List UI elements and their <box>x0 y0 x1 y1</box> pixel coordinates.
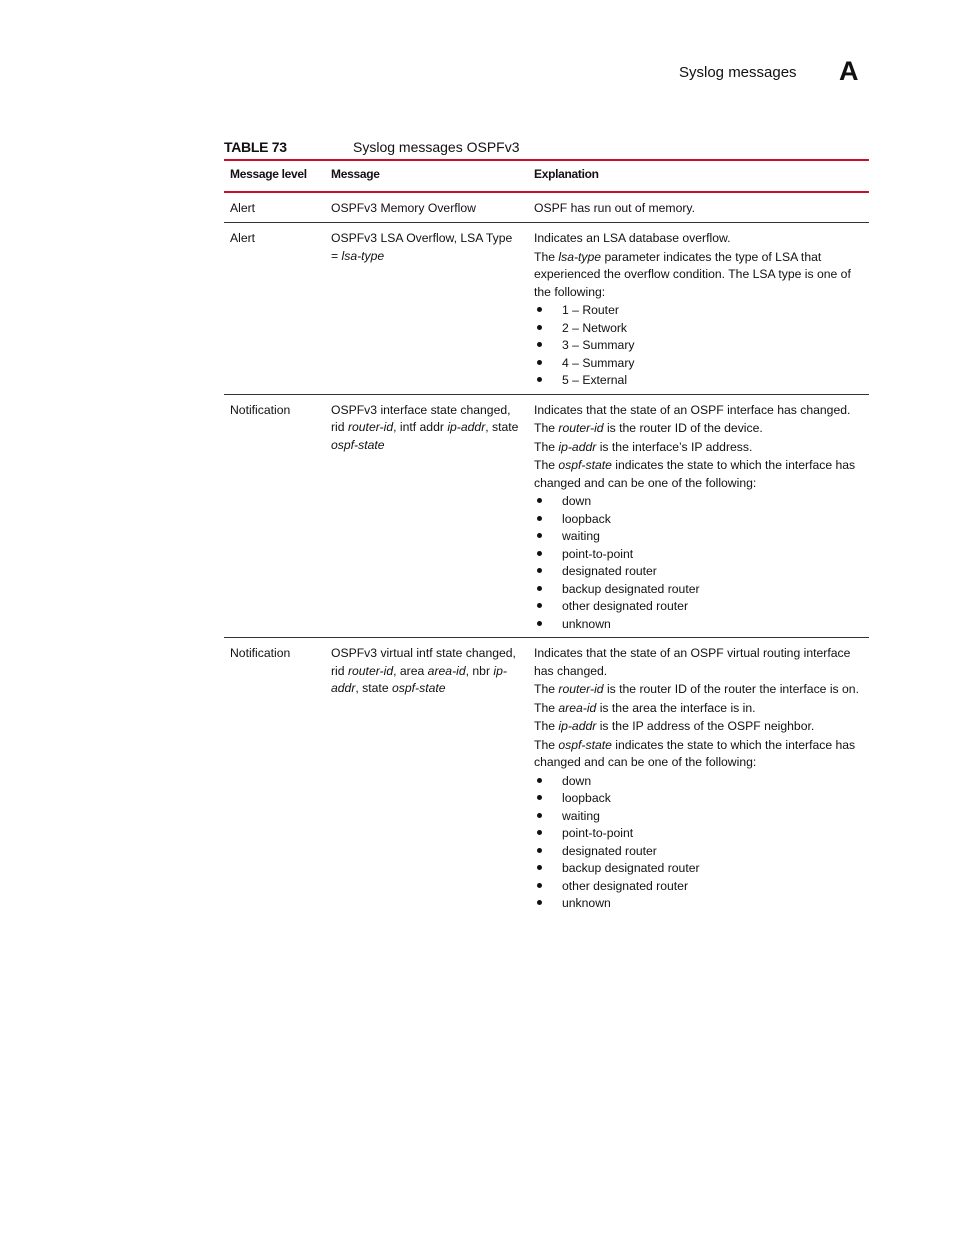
explanation-variable: ospf-state <box>558 458 612 472</box>
message-cell <box>325 394 528 638</box>
message-text: , nbr <box>465 663 494 678</box>
message-level-cell: Notification <box>230 646 291 660</box>
message-variable: router-id <box>347 663 394 678</box>
explanation-variable: router-id <box>558 682 604 696</box>
list-item: 4 – Summary <box>534 355 863 373</box>
explanation-text: The <box>534 458 559 472</box>
explanation-text: The <box>534 719 559 733</box>
appendix-letter: A <box>839 56 859 86</box>
list-item: 3 – Summary <box>534 337 863 355</box>
explanation-paragraph <box>534 249 863 302</box>
list-item: point-to-point <box>534 825 863 843</box>
message-level-cell: Notification <box>224 394 325 638</box>
explanation-cell <box>528 223 869 395</box>
explanation-text: Indicates that the state of an OSPF interface has changed. <box>534 402 851 417</box>
explanation-text: The <box>534 700 559 715</box>
list-item: loopback <box>534 790 863 808</box>
explanation-cell <box>528 192 869 223</box>
list-item: other designated router <box>534 598 863 616</box>
message-variable: ospf-state <box>331 437 385 452</box>
message-text: , state <box>355 681 392 695</box>
message-level-cell: Alert <box>224 192 325 223</box>
message-text: , area <box>393 663 428 678</box>
explanation-cell <box>528 638 869 917</box>
table-title: Syslog messages OSPFv3 <box>353 139 520 155</box>
explanation-text: is the area the interface is in. <box>596 700 756 715</box>
list-item: 2 – Network <box>534 320 863 338</box>
column-header-explanation: Explanation <box>528 160 869 192</box>
list-item: 5 – External <box>534 372 863 390</box>
table-row <box>224 223 869 395</box>
table-caption <box>224 139 869 159</box>
syslog-ospfv3-table <box>224 159 869 917</box>
explanation-text: indicates the state to which the interface has changed and can be one of the following: <box>534 737 856 769</box>
list-item: designated router <box>534 843 863 861</box>
explanation-text: Indicates that the state of an OSPF virtual routing interface has changed. <box>534 646 851 678</box>
explanation-text: is the IP address of the OSPF neighbor. <box>596 719 815 733</box>
table-row <box>224 638 869 917</box>
message-variable: ip-addr <box>447 420 486 434</box>
explanation-text: Indicates an LSA database overflow. <box>534 231 731 245</box>
explanation-text: OSPF has run out of memory. <box>534 200 695 215</box>
message-text: OSPFv3 interface state changed, rid <box>331 402 511 434</box>
explanation-paragraph <box>534 439 863 457</box>
list-item: other designated router <box>534 878 863 896</box>
list-item: waiting <box>534 808 863 826</box>
column-header-message-level: Message level <box>224 160 325 192</box>
list-item: waiting <box>534 528 863 546</box>
explanation-text: The <box>534 421 559 435</box>
explanation-text: The <box>534 682 559 696</box>
explanation-text: The <box>534 737 559 752</box>
list-item: point-to-point <box>534 546 863 564</box>
column-header-message: Message <box>325 160 528 192</box>
bullet-list <box>534 493 863 633</box>
message-text: OSPFv3 LSA Overflow, LSA Type = <box>331 231 513 263</box>
message-text: OSPFv3 virtual intf state changed, rid <box>331 646 516 678</box>
explanation-text: The <box>534 249 559 264</box>
explanation-paragraph <box>534 457 863 492</box>
message-variable: ospf-state <box>392 681 446 695</box>
message-text: , state <box>485 420 519 434</box>
explanation-cell <box>528 394 869 638</box>
bullet-list <box>534 773 863 913</box>
table-header-row <box>224 160 869 192</box>
explanation-variable: ip-addr <box>558 439 597 454</box>
list-item: backup designated router <box>534 860 863 878</box>
list-item: down <box>534 493 863 511</box>
explanation-text: indicates the state to which the interface has changed and can be one of the following: <box>534 458 856 490</box>
explanation-variable: lsa-type <box>558 249 602 264</box>
list-item: 1 – Router <box>534 302 863 320</box>
list-item: unknown <box>534 895 863 913</box>
explanation-paragraph <box>534 700 863 718</box>
explanation-text: is the interface’s IP address. <box>596 439 753 454</box>
table-row <box>224 192 869 223</box>
message-level-cell: Alert <box>224 223 325 395</box>
list-item: backup designated router <box>534 581 863 599</box>
message-variable: router-id <box>347 420 394 434</box>
explanation-paragraph <box>534 737 863 772</box>
table-number: TABLE 73 <box>224 139 287 155</box>
message-cell <box>325 223 528 395</box>
explanation-variable: area-id <box>558 700 597 715</box>
list-item: down <box>534 773 863 791</box>
message-text: OSPFv3 Memory Overflow <box>331 200 476 215</box>
explanation-variable: ospf-state <box>558 737 612 752</box>
explanation-paragraph <box>534 718 863 736</box>
explanation-variable: ip-addr <box>558 719 597 733</box>
explanation-text: is the router ID of the device. <box>603 421 763 435</box>
explanation-text: parameter indicates the type of LSA that experienced the overflow condition. The LSA type is one of the following: <box>534 249 851 299</box>
bullet-list <box>534 302 863 390</box>
explanation-text: is the router ID of the router the interface is on. <box>603 682 859 696</box>
list-item: unknown <box>534 616 863 634</box>
explanation-paragraph <box>534 681 863 699</box>
list-item: loopback <box>534 511 863 529</box>
explanation-variable: router-id <box>558 421 604 435</box>
message-variable: area-id <box>427 663 466 678</box>
message-cell <box>325 638 528 917</box>
message-variable: lsa-type <box>341 248 385 263</box>
list-item: designated router <box>534 563 863 581</box>
table-row <box>224 394 869 638</box>
message-cell <box>325 192 528 223</box>
explanation-text: The <box>534 439 559 454</box>
message-variable: ip-addr <box>331 663 507 695</box>
message-text: , intf addr <box>393 420 448 434</box>
explanation-paragraph <box>534 420 863 438</box>
running-header-title: Syslog messages <box>679 64 797 81</box>
